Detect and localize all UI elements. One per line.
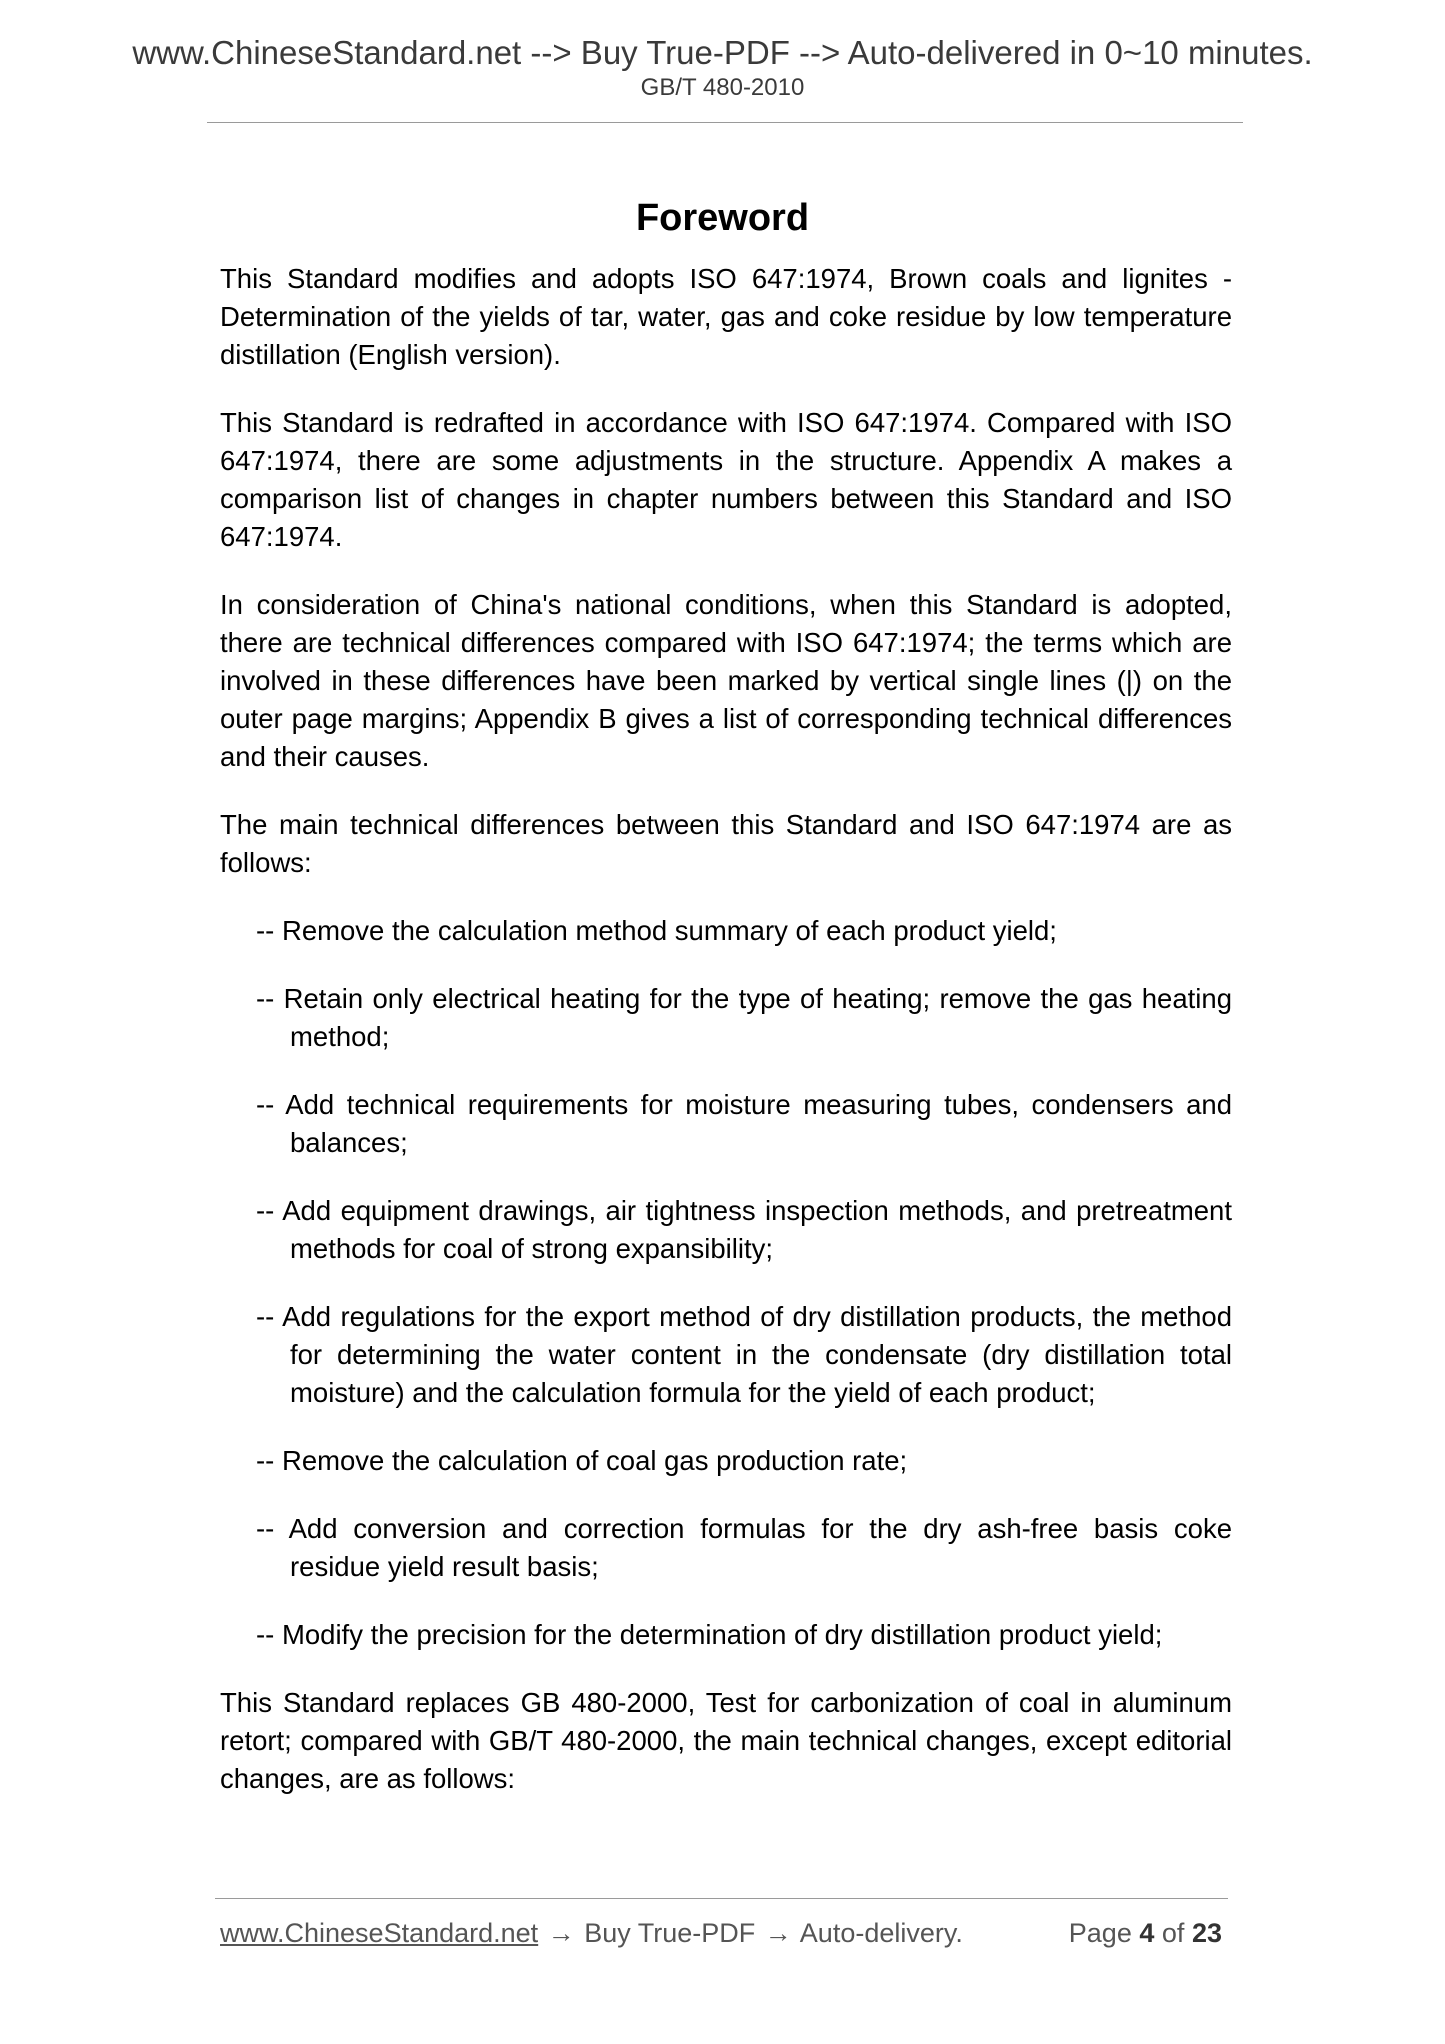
auto-delivery-text: Auto-delivery. <box>799 1918 963 1948</box>
top-banner: www.ChineseStandard.net --> Buy True-PDF --> Auto-delivered in 0~10 minutes. <box>132 34 1313 71</box>
document-body <box>220 260 1232 1828</box>
page-of-label: of <box>1161 1918 1185 1948</box>
list-item: -- Add equipment drawings, air tightness inspection methods, and pretreatment methods for coal of strong expansibility; <box>256 1195 1232 1264</box>
paragraph-redrafting: This Standard is redrafted in accordance with ISO 647:1974. Compared with ISO 647:1974, there are some adjustments in the structure. Appendix A makes a comparison list of changes in chapter numbers between this Standard and ISO 647:1974. <box>220 407 1232 552</box>
site-link[interactable]: www.ChineseStandard.net <box>220 1918 539 1948</box>
list-item: -- Remove the calculation method summary of each product yield; <box>256 915 1057 946</box>
list-item: -- Modify the precision for the determination of dry distillation product yield; <box>256 1619 1163 1650</box>
arrow-right-icon: → <box>764 1918 792 1948</box>
list-item: -- Add conversion and correction formulas for the dry ash-free basis coke residue yield result basis; <box>256 1513 1232 1582</box>
list-item: -- Add regulations for the export method of dry distillation products, the method for determining the water content in the condensate (dry distillation total moisture) and the calculation formula for the yield of each product; <box>256 1301 1232 1408</box>
list-item: -- Retain only electrical heating for the type of heating; remove the gas heating method; <box>256 983 1232 1052</box>
paragraph-adoption: This Standard modifies and adopts ISO 647:1974, Brown coals and lignites - Determination of the yields of tar, water, gas and coke residue by low temperature distillation (English version). <box>220 263 1232 370</box>
total-pages: 23 <box>1191 1918 1222 1948</box>
paragraph-differences-intro: The main technical differences between this Standard and ISO 647:1974 are as follows: <box>220 809 1232 878</box>
list-item: -- Add technical requirements for moisture measuring tubes, condensers and balances; <box>256 1089 1232 1158</box>
footer-divider <box>215 1898 1228 1899</box>
current-page: 4 <box>1139 1918 1155 1948</box>
technical-differences-list <box>220 912 1232 1654</box>
arrow-right-icon: → <box>547 1918 575 1948</box>
page-label: Page <box>1068 1918 1132 1948</box>
footer-promo <box>220 1920 963 1947</box>
paragraph-replacement: This Standard replaces GB 480-2000, Test for carbonization of coal in aluminum retort; compared with GB/T 480-2000, the main technical changes, except editorial changes, are as follows: <box>220 1687 1232 1794</box>
paragraph-national-conditions: In consideration of China's national conditions, when this Standard is adopted, there are technical differences compared with ISO 647:1974; the terms which are involved in these differences have been marked by vertical single lines (|) on the outer page margins; Appendix B gives a list of corresponding technical differences and their causes. <box>220 589 1232 772</box>
buy-true-pdf-text: Buy True-PDF <box>584 1918 756 1948</box>
list-item: -- Remove the calculation of coal gas production rate; <box>256 1445 908 1476</box>
page-title: Foreword <box>635 197 810 240</box>
page-number <box>1069 1920 1222 1947</box>
header-divider <box>207 122 1243 123</box>
standard-code: GB/T 480-2010 <box>640 74 805 101</box>
